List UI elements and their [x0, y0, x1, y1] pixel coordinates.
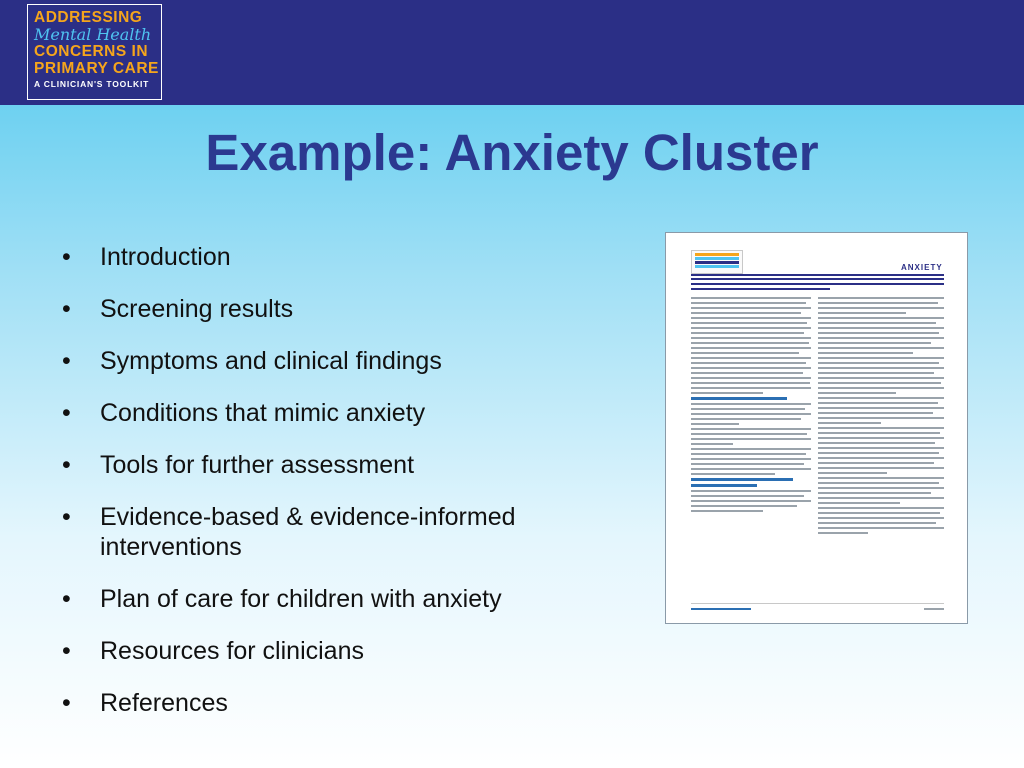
logo-line-2: Mental Health: [34, 25, 152, 44]
bullet-item: • Introduction: [62, 242, 622, 272]
logo-line-4: PRIMARY CARE: [34, 60, 159, 77]
document-thumbnail: [665, 232, 968, 624]
document-note: [691, 278, 944, 293]
document-logo: [691, 250, 743, 274]
document-rule: [691, 274, 944, 276]
document-column-left: [691, 297, 811, 515]
document-header: ANXIETY: [901, 263, 943, 272]
bullet-item: • References: [62, 688, 622, 718]
logo-line-5: A CLINICIAN'S TOOLKIT: [34, 79, 150, 89]
logo-line-3: CONCERNS IN: [34, 43, 149, 60]
document-footer: [691, 603, 944, 604]
bullet-item: • Symptoms and clinical findings: [62, 346, 622, 376]
bullet-item: • Plan of care for children with anxiety: [62, 584, 622, 614]
header-bar: [0, 0, 1024, 105]
document-column-right: [818, 297, 944, 537]
bullet-item: • Evidence-based & evidence-informed interventions: [62, 502, 622, 562]
logo-line-1: ADDRESSING: [34, 9, 143, 26]
bullet-item: • Resources for clinicians: [62, 636, 622, 666]
bullet-list: [62, 242, 622, 740]
toolkit-logo: [27, 4, 162, 100]
bullet-item: • Conditions that mimic anxiety: [62, 398, 622, 428]
bullet-item: • Tools for further assessment: [62, 450, 622, 480]
slide-title: Example: Anxiety Cluster: [205, 124, 819, 181]
bullet-item: • Screening results: [62, 294, 622, 324]
